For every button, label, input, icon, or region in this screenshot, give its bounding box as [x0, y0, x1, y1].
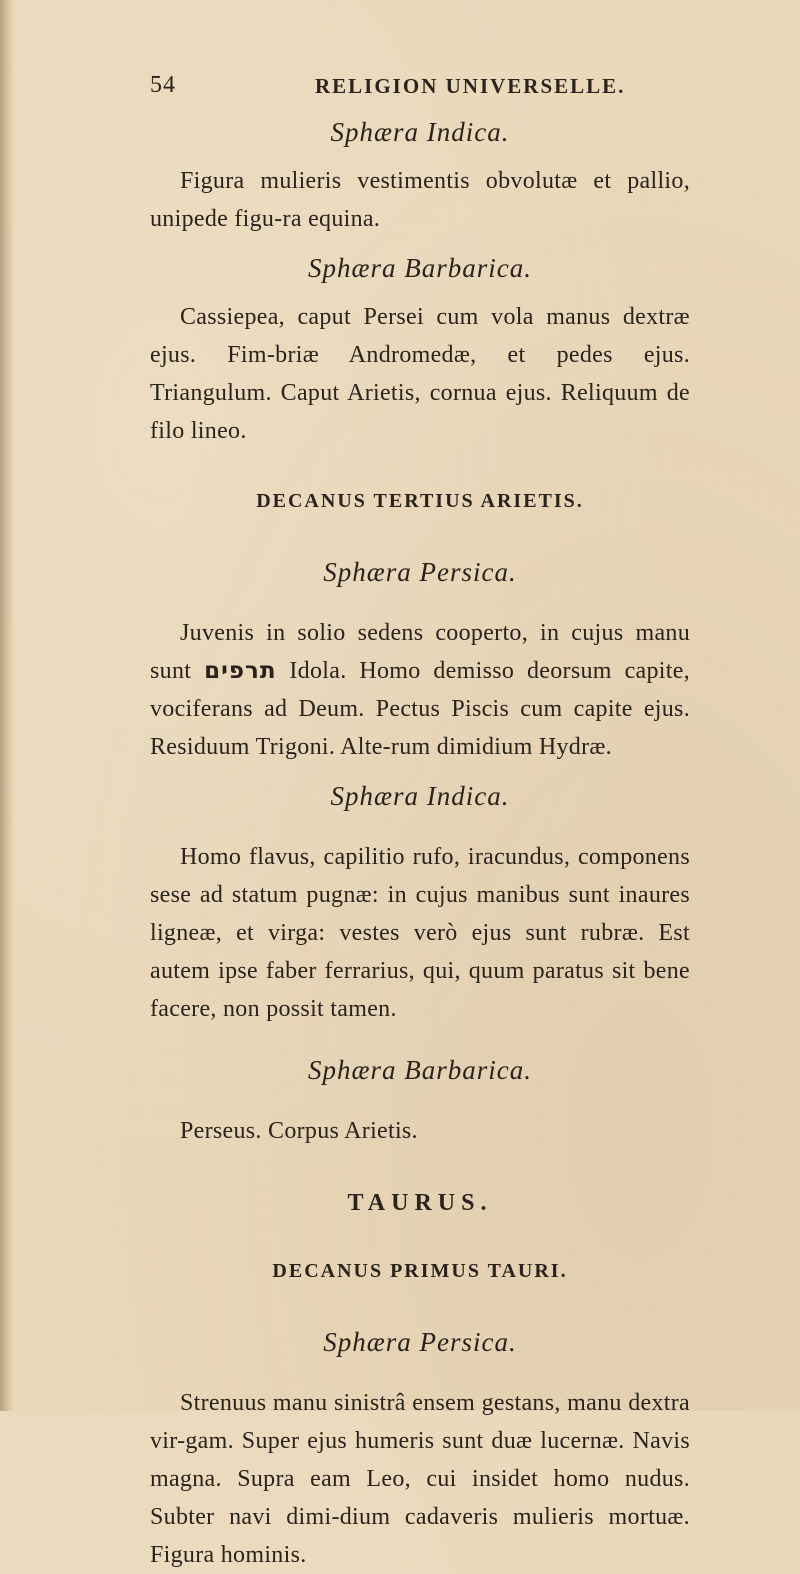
zodiac-sign-heading-taurus: TAURUS. — [347, 1190, 493, 1216]
paragraph-persica-2: Strenuus manu sinistrâ ensem gestans, manu dextra vir-gam. Super ejus humeris sunt duæ lucernæ. Navis magna. Supra eam Leo, cui insidet homo nudus. Subter navi dimi-dium cadaveris mulieris mortuæ. Figura hominis. — [150, 1390, 690, 1568]
paragraph-barbarica-1: Cassiepea, caput Persei cum vola manus dextræ ejus. Fim-briæ Andromedæ, et pedes ejus. Triangulum. Caput Arietis, cornua ejus. Reliquum de filo lineo. — [150, 304, 690, 444]
hebrew-word-teraphim: תרפים — [204, 658, 277, 684]
page-number: 54 — [150, 72, 176, 98]
section-heading-sphaera-persica-2: Sphæra Persica. — [323, 1327, 517, 1357]
decan-heading-aries-tertius: DECANUS TERTIUS ARIETIS. — [256, 490, 584, 512]
running-title: RELIGION UNIVERSELLE. — [315, 74, 626, 98]
page-body — [150, 112, 690, 1574]
paragraph-persica-1-start: Juvenis in solio sedens cooperto, in cujus manu sunt — [150, 620, 690, 684]
paragraph-barbarica-2: Perseus. Corpus Arietis. — [180, 1118, 418, 1144]
paragraph-indica-2: Homo flavus, capilitio rufo, iracundus, componens sese ad statum pugnæ: in cujus manibus sunt inaures ligneæ, et virga: vestes verò ejus sunt rubræ. Est autem ipse faber ferrarius, qui, quum paratus sit bene facere, non possit tamen. — [150, 844, 690, 1022]
paragraph-indica-1: Figura mulieris vestimentis obvolutæ et pallio, unipede figu-ra equina. — [150, 168, 690, 232]
paragraph-persica-1 — [150, 614, 690, 766]
section-heading-sphaera-barbarica-2: Sphæra Barbarica. — [307, 1055, 532, 1085]
page-edge — [0, 0, 14, 1411]
section-heading-sphaera-persica: Sphæra Persica. — [323, 557, 517, 587]
section-heading-sphaera-indica: Sphæra Indica. — [330, 117, 510, 147]
section-heading-sphaera-indica-2: Sphæra Indica. — [330, 781, 510, 811]
section-heading-sphaera-barbarica: Sphæra Barbarica. — [307, 253, 532, 283]
decan-heading-taurus-primus: DECANUS PRIMUS TAURI. — [272, 1260, 568, 1282]
paragraph-persica-1-end: Idola. Homo demisso deorsum capite, vociferans ad Deum. Pectus Piscis cum capite ejus. Residuum Trigoni. Alte-rum dimidium Hydræ. — [150, 658, 690, 760]
